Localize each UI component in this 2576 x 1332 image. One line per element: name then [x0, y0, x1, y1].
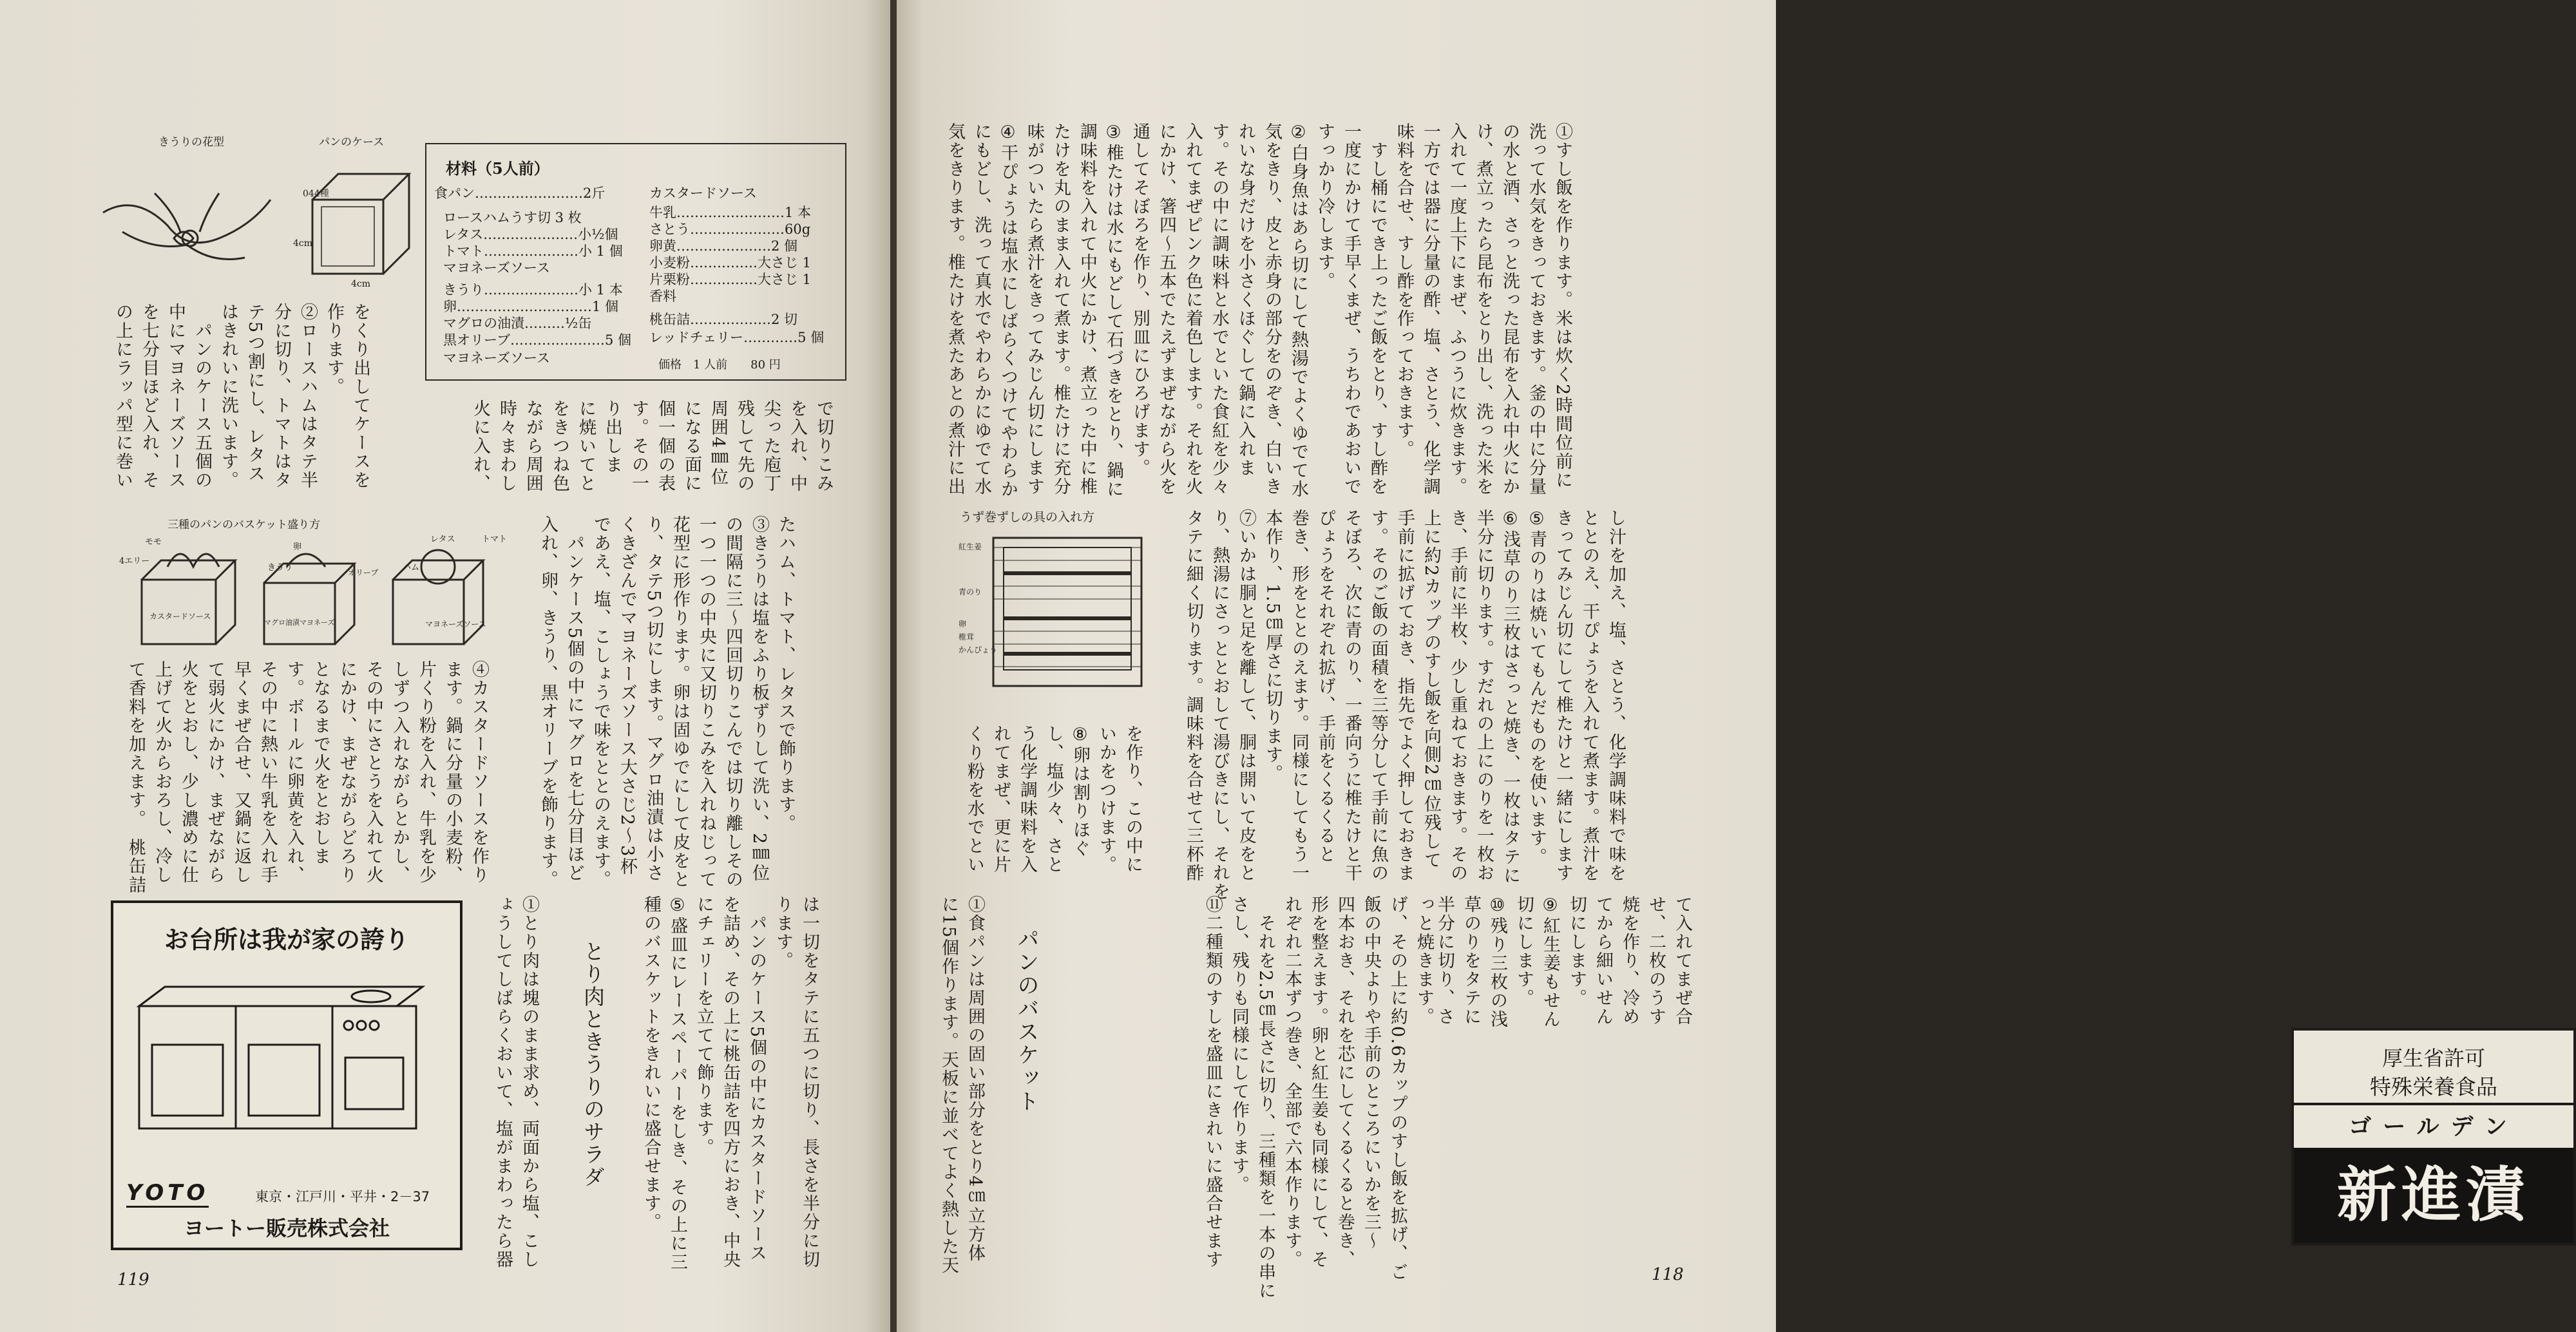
section-title: とり肉ときうりのサラダ [580, 940, 606, 1188]
material-line: マグロの油漬………½缶 [443, 316, 592, 331]
text-column: たハム、トマト、レタスで飾ります。 ③きうりは塩をふり板ずりして洗い、2㎜位 の間隔に三〜四回切りこんでは切り離しその 一つ一つの中央に又切りこみを入れねじって 花型に形作ります。卵は固ゆでにして皮をと り、タテ5つ切にします。マグロ油漬は小さ くきざんでマヨネーズソース大さじ2〜3杯 であえ、塩、こしょうで味をととのえます。 パンケース5個の中にマグロを七分目ほど 入れ、卵、きうり、黒オリーブを飾ります。 [538, 515, 796, 889]
material-line: 牛乳……………………1 本 [649, 205, 812, 220]
material-line: 香料 [649, 289, 676, 304]
cucumber-flower-label: きうりの花型 [158, 136, 224, 149]
price-line: 価格 1 人前 80 円 [658, 358, 781, 372]
diagram-tag: 青のり [959, 587, 982, 596]
text-column: をくり出してケースを 作ります。 ②ロースハムはタテ半 分に切り、トマトはタ テ5つ割にし、レタス はきれいに洗います。 パンのケース五個の 中にマヨネーズソース を七分目ほど入れ、そ の上にラッパ型に巻い [113, 303, 370, 490]
text-column: を作り、この中に いかをつけます。 ⑧卵は割りほぐ し、塩少々、さと う化学調味料を入 れてまぜ、更に片 くり粉を水でとい [964, 725, 1143, 874]
section-title: パンのバスケット [1013, 928, 1039, 1113]
material-line: 桃缶詰………………2 切 [649, 312, 798, 327]
material-line: 卵…………………………1 個 [443, 299, 619, 314]
sushi-mat-diagram [980, 528, 1174, 709]
text-column: ①食パンは周囲の固い部分をとり4㎝立方体 に15個作ります。天板に並べてよく熱した天 [939, 895, 985, 1275]
material-line: レッドチェリー…………5 個 [649, 330, 825, 345]
cucumber-flower-illustration [97, 155, 290, 290]
book-spine [890, 0, 897, 1332]
text-column: て入れてまぜ合 せ、二枚のうす 焼を作り、冷め てから細いせん 切にします。 ⑨紅生姜もせん 切にします。 ⑩残り三枚の浅 草のりをタテに 半分に切り、さ [1435, 895, 1692, 1029]
basket-tag: レタス [430, 535, 455, 544]
material-line: トマト…………………小 1 個 [443, 243, 623, 259]
diagram-tag: 卵 [959, 620, 967, 629]
ad-company: ヨートー販売株式会社 [183, 1216, 390, 1241]
bread-case-label: パンのケース [319, 136, 385, 149]
bread-case-illustration [306, 164, 422, 287]
text-column: ①とり肉は塊のまま求め、両面から塩、こし ょうしてしばらくおいて、塩がまわったら器 [493, 895, 539, 1269]
material-line: 片栗粉……………大さじ 1 [649, 272, 812, 287]
text-column: っと焼きます。 げ、その上に約0.6カップのすし飯を拡げ、ご 飯の中央よりや手前のところにいかを三〜 四本おき、それを芯にしてくるくると巻き、 形を整えます。卵と紅生姜も同様にして、そ れぞれ二本ずつ巻き、全部で六本作ります。 それを2.5㎝長さに切り、三種類を一本の串に さし、残りも同様にして作ります。 ⑪二種類のすしを盛皿にきれいに盛合せます [1203, 895, 1434, 1300]
material-line: レタス…………………小½個 [443, 227, 618, 242]
basket-tag: オリーブ [348, 568, 379, 577]
ad-divider [2294, 1103, 2573, 1105]
ad-brand: 新進漬 [2294, 1148, 2573, 1243]
dimension-label-top: 044種 [303, 189, 329, 199]
text-column: ①すし飯を作ります。米は炊く2時間位前に 洗って水気をきっておきます。釜の中に分量 の水と酒、さっと洗った昆布を入れ中火にか け、煮立ったら昆布をとり出し、洗った米を 入れて一度上下にまぜ、ふつうに炊きます。 一方では器に分量の酢、塩、さとう、化学調 味料を合せ、すし酢を作っておきます。 すし桶にでき上ったご飯をとり、すし酢を 一度にかけて手早くまぜ、うちわであおいで すっかり冷します。 ②白身魚はあら切にして熱湯でよくゆでて水 気をきり、皮と赤身の部分をのぞき、白いき れいな身だけを小さくほぐして鍋に入れま す。その中に調味料と水でといた食紅を少々 入れてまぜピンク色に着色します。それを火 にかけ、箸四〜五本でたえずまぜながら火を 通してそぼろを作り、別皿にひろげます。 ③椎たけは水にもどして石づきをとり、鍋に 調味料を入れて中火にかけ、煮立った中に椎 たけを丸のまま入れて煮ます。椎たけに充分 味がついたら煮汁をきってみじん切にします ④干ぴょうは塩水にしばらくつけてやわらか にもどし、洗って真水でやわらかにゆでて水 気をきります。椎たけを煮たあとの煮汁に出 [945, 122, 1572, 499]
text-column: で切りこみ を入れ、中 尖った庖丁 残して先の 周囲4㎜位 になる面に 個一個の表 す。その一 り出しま に焼いてと をきつね色 ながら周囲 時々まわし 火に入れ、 [470, 399, 834, 493]
basket-tag: カスタードソース [149, 612, 211, 621]
shinshinzuke-advertisement [2291, 1028, 2576, 1246]
ad-headline: お台所は我が家の誇り [164, 926, 409, 954]
dimension-label-bottom: 4cm [351, 279, 371, 289]
material-line: ロースハムうす切 3 枚 [443, 210, 582, 225]
materials-title: 材料（5人前） [446, 159, 549, 178]
basket-tag: マヨネーズソース [425, 620, 486, 629]
material-line: 小麦粉……………大さじ 1 [649, 255, 812, 271]
material-line: マヨネーズソース [443, 350, 550, 366]
material-line: 食パン……………………2斤 [434, 186, 606, 201]
basket-tag: マグロ油漬マヨネーズ [264, 618, 335, 627]
diagram-tag: 椎茸 [959, 633, 975, 642]
basket-tag: ハム [403, 563, 420, 573]
basket-tag: トマト [482, 535, 508, 544]
material-line: 黒オリーブ…………………5 個 [443, 332, 631, 348]
right-page [897, 0, 2530, 1332]
ad-address: 東京・江戸川・平井・2－37 [255, 1189, 430, 1204]
basket-illustration [116, 541, 515, 657]
diagram-tag: 紅生姜 [959, 542, 982, 551]
material-line: 卵黄…………………2 個 [649, 238, 798, 254]
ad-line-3: ゴールデン [2349, 1114, 2519, 1140]
kitchen-unit-illustration [139, 980, 435, 1148]
page-number: 118 [1652, 1265, 1684, 1284]
basket-tag: モモ [145, 537, 162, 547]
material-line: さとう…………………60g [649, 222, 811, 237]
text-column: ④カスタードソースを作り ます。鍋に分量の小麦粉、 片くり粉を入れ、牛乳を少 しずつ入れながらとかし、 その中にさとうを入れて火 にかけ、まぜながらどろり となるまで火をとおしま す。ボールに卵黄を入れ、 その中に熱い牛乳を入れ手 早くまぜ合せ、又鍋に返し て弱火にかけ、まぜながら 火をとおし、少し濃めに仕 上げて火からおろし、冷し て香料を加えます。 桃缶詰 [126, 660, 489, 895]
material-line: きうり…………………小 1 本 [443, 282, 623, 298]
basket-tag: きうり [267, 563, 293, 573]
yoto-logo: YOTO [126, 1180, 209, 1208]
ad-line-1: 厚生省許可 [2381, 1046, 2485, 1070]
basket-heading: 三種のパンのバスケット盛り方 [167, 519, 321, 531]
material-line: カスタードソース [649, 186, 757, 201]
diagram-label: うず巻ずしの具の入れ方 [960, 510, 1095, 524]
basket-tag: 4エリー [119, 557, 150, 566]
materials-box [425, 143, 846, 381]
left-page [0, 0, 890, 1332]
kitchen-advertisement [111, 900, 463, 1250]
ad-line-2: 特殊栄養食品 [2370, 1074, 2497, 1099]
text-column: し汁を加え、塩、さとう、化学調味料で味を ととのえ、干ぴょうを入れて煮ます。煮汁を きってみじん切にして椎たけと一緒にします ⑤青のりは焼いてもんだものを使います。 ⑥浅草のり三枚はさっと焼き、一枚はタテに 半分に切ります。すだれの上にのりを一枚お き、手前に半枚、少し重ねておきます。その 上に約2カップのすし飯を向側2㎝位残して 手前に拡げておき、指先でよく押しておきま す。そのご飯の面積を三等分して手前に魚の そぼろ、次に青のり、一番向うに椎たけと干 ぴょうをそれぞれ拡げ、手前をくるくると 巻き、形をととのえます。同様にしてもう一 本作り、1.5㎝厚さに切ります。 ⑦いかは胴と足を離して、胴は開いて皮をと り、熱湯にさっととおして湯びきにし、それを タテに細く切ります。調味料を合せて三杯酢 [1183, 509, 1626, 901]
page-number: 119 [117, 1270, 149, 1289]
diagram-tag: かんぴょう [959, 645, 998, 654]
dimension-label-side: 4cm [293, 238, 313, 249]
material-line: マヨネーズソース [443, 260, 550, 276]
basket-tag: 卵 [293, 542, 302, 552]
text-column: は一切をタテに五つに切り、長さを半分に切 ります。 パンのケース5個の中にカスタードソース を詰め、その上に桃缶詰を四方におき、中央 にチェリーを立てて飾ります。 ⑤盛皿にレースペーパーをしき、その上に三 種のバスケットをきれいに盛合せます。 [641, 895, 819, 1271]
